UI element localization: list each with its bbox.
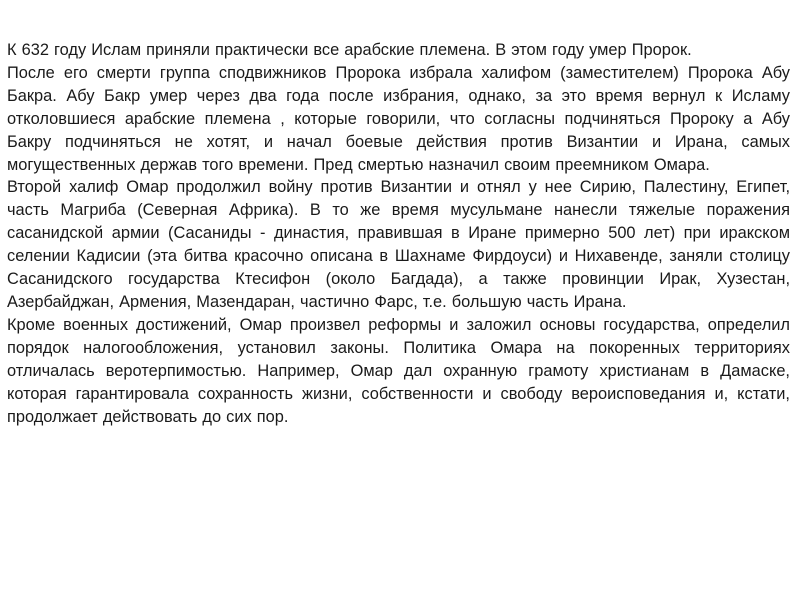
text-body [7,39,790,428]
paragraph-omar-reforms: Кроме военных достижений, Омар произвел реформы и заложил основы государства, определил порядок налогообложения, установил законы. Политика Омара на покоренных территориях отличалась веротерпимостью. Например, Омар дал охранную грамоту христианам в Дамаске, которая гарантировала сохранность жизни, собственности и свободу вероисповедания и, кстати, продолжает действовать до сих пор. [7,315,790,426]
paragraph-omar-conquests: Второй халиф Омар продолжил войну против Византии и отнял у нее Сирию, Палестину, Египет, часть Магриба (Северная Африка). В то же время мусульмане нанесли тяжелые поражения сасанидской армии (Сасаниды - династия, правившая в Иране примерно 500 лет) при иракском селении Кадисии (эта битва красочно описана в Шахнаме Фирдоуси) и Нихавенде, заняли столицу Сасанидского государства Ктесифон (около Багдада), а также провинции Ирак, Хузестан, Азербайджан, Армения, Мазендаран, частично Фарс, т.е. большую часть Ирана. [7,178,790,311]
paragraph-abu-bakr: После его смерти группа сподвижников Пророка избрала халифом (заместителем) Пророка Абу Бакра. Абу Бакр умер через два года после избрания, однако, за это время вернул к Исламу отколовшиеся арабские племена , которые говорили, что согласны подчиняться Пророку а Абу Бакру подчиняться не хотят, и начал боевые действия против Византии и Ирана, самых могущественных держав того времени. Пред смертью назначил своим преемником Омара. [7,63,790,174]
paragraph-intro: К 632 году Ислам приняли практически все арабские племена. В этом году умер Пророк. [7,41,692,59]
